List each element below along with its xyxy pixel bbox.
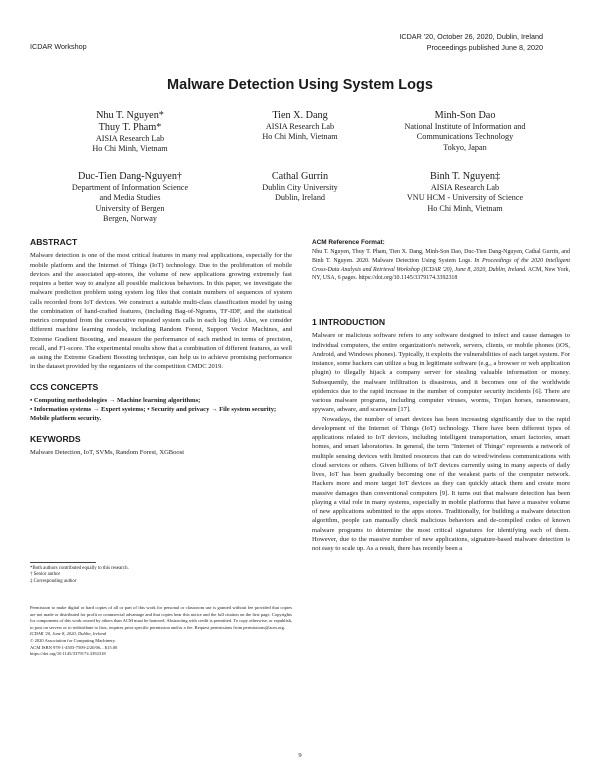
author-block bbox=[375, 110, 555, 153]
location: Tokyo, Japan bbox=[443, 142, 487, 152]
footnote-rule bbox=[30, 562, 96, 563]
footnote: *Both authors contributed equally to this research. bbox=[30, 566, 129, 571]
acm-reference-venue: In Proceedings of the 2020 Intelligent Cross-Data Analysis and Retrieval Workshop (ICDAR '20), June 8, 2020, Dublin, Ireland. bbox=[312, 257, 570, 273]
affiliation: Department of Information Science bbox=[71, 183, 189, 192]
introduction-heading: 1 INTRODUCTION bbox=[312, 317, 386, 328]
ccs-line: • Computing methodologies → Machine learning algorithms; bbox=[30, 396, 201, 404]
paper-title: Malware Detection Using System Logs bbox=[167, 77, 433, 93]
location: Ho Chi Minh, Vietnam bbox=[427, 203, 503, 213]
running-header-right bbox=[399, 31, 543, 53]
ccs-heading: CCS CONCEPTS bbox=[30, 381, 99, 392]
permission-text: Permission to make digital or hard copies of all or part of this work for personal or classroom use is granted without fee provided that copies are not made or distributed for profit or commercial advantage and that copies bear this notice and the full citation on the first page. Copyrights for components of this work owned by others than ACM must be honored. Abstracting with credit is permitted. To copy otherwise, or republish, to post on servers or to redistribute to lists, requires prior specific permission and/or a fee. Request permissions from permissions@acm.org. bbox=[30, 605, 293, 630]
footnotes bbox=[30, 566, 290, 585]
affiliation: VNU HCM - University of Science bbox=[406, 193, 524, 203]
location: Dublin, Ireland bbox=[274, 193, 326, 203]
intro-paragraph: Malware or malicious software refers to any software designed to infect and cause damages to individual computers, the entire organization's network, servers, clients, or mobile phones (iOS, Android, and Windows phones). Typically, it exploits the vulnerabilities of each target system. For instance, some hackers can utilize a bug in legitimate software (e.g., a browser or web application plugin) to illegally hijack a company server for stealing valuable information or money. Subsequently, the malware infiltration is disastrous, and it becomes one of the worldwide epidemics due to the rapid increase in the number of computer security incidents [6]. There are various malware programs, including computer viruses, worms, Trojan horses, ransomware, spyware, adware, and scareware [17]. bbox=[312, 332, 570, 414]
author-name: Minh-Son Dao bbox=[434, 110, 496, 121]
page-number: 9 bbox=[298, 752, 302, 759]
left-column bbox=[30, 238, 292, 457]
author-block bbox=[50, 171, 210, 225]
author-name: Thuy T. Pham* bbox=[98, 122, 162, 133]
author-name: Binh T. Nguyen‡ bbox=[429, 171, 501, 182]
keywords-heading: KEYWORDS bbox=[30, 433, 81, 444]
footnote: ‡ Corresponding author bbox=[30, 578, 77, 584]
location: Bergen, Norway bbox=[103, 214, 157, 224]
abstract-heading: ABSTRACT bbox=[30, 237, 78, 247]
intro-paragraph: Nowadays, the number of smart devices has been increasing significantly due to the rapid development of the Internet of Things (IoT) technology. There have been different types of applications related to IoT devices, including intelligent transportation, smart factories, smart homes, and smart laboratories. In general, the term "Internet of Things" represents a network of multiple sensing devices with limited resources that can do wired/wireless communications with cloud services or others. Given billions of IoT devices currently using in many aspects of daily lives, IoT has been gradually becoming one of the weakest parts of the computer network. Hackers more and more target IoT devices as they can quickly attack them and create more massive damages than conventional computers [9]. It turns out that malware detection has been playing a vital role in many systems, especially in mobile platforms that have a massive volume of new applications submitted to the apps stores. Traditionally, for building a malware detection algorithm, people can manually check malicious behaviors and de-compiled codes of known malware programs to determine the most critical signatures for identifying each of them. However, due to the massive number of new applications, signature-based malware detection is not easy to scale up. As a result, there has recently been a bbox=[312, 415, 570, 553]
ccs-line: • Information systems → Expert systems; • Security and privacy → File system security; Mobile platform security. bbox=[30, 406, 277, 423]
author-block bbox=[235, 110, 365, 143]
acm-reference-heading: ACM Reference Format: bbox=[312, 239, 385, 246]
proceedings-line: Proceedings published June 8, 2020 bbox=[426, 43, 543, 52]
affiliation: University of Bergen bbox=[95, 203, 165, 213]
acm-reference-plain: Nhu T. Nguyen, Thuy T. Pham, Tien X. Dang, Minh-Son Dao, Duc-Tien Dang-Nguyen, Cathal Gurrin, and Binh T. Nguyen. 2020. Malware Detection Using System Logs. bbox=[312, 249, 570, 264]
location: Ho Chi Minh, Vietnam bbox=[92, 144, 168, 154]
right-column bbox=[312, 238, 570, 553]
footnote: † Senior author bbox=[30, 572, 61, 578]
affiliation: AISIA Research Lab bbox=[265, 122, 335, 131]
affiliation: National Institute of Information and bbox=[404, 122, 526, 131]
affiliation: Communications Technology bbox=[416, 132, 514, 142]
author-name: Duc-Tien Dang-Nguyen† bbox=[77, 171, 183, 182]
author-block bbox=[65, 110, 195, 155]
abstract-text: Malware detection is one of the most critical features in many real applications, especially for the mobile platform and the Internet of Things (IoT) technology. Due to the proliferation of mobile devices and the associated app-stores, the volume of new applications growing extremely fast requires a better way to analyze all possible malicious behaviors. In this paper, we investigate the malware prediction problem using system log files that contain numbers of sequences of system calls recorded from IoT devices. We construct a suitable multi-class classification model by using the combination of hand-crafted features, (including Bag-of-Ngrams, TF-IDF, and the statistical metrics computed from the consecutive repeated system calls in each log file). Also, we consider different machine learning models, including Random Forest, Support Vector Machines, and Extreme Gradient Boosting, and measure the performance of each method in terms of precision, recall, and F1-score. The experimental results show that a combination of different features, as well as using the Extreme Gradient Boosting technique, can help us to achieve promising performance in the dataset provided by the organizers of the competition CMDC 2019. bbox=[30, 252, 292, 371]
permission-line: https://doi.org/10.1145/3379174.3392318 bbox=[30, 651, 106, 657]
conference-line: ICDAR '20, October 26, 2020, Dublin, Ireland bbox=[399, 32, 543, 41]
author-name: Nhu T. Nguyen* bbox=[96, 110, 164, 121]
running-header-left: ICDAR Workshop bbox=[30, 42, 87, 51]
author-name: Tien X. Dang bbox=[272, 110, 328, 121]
permission-line: ICDAR '20, June 8, 2020, Dublin, Ireland bbox=[30, 631, 107, 637]
keywords-text: Malware Detection, IoT, SVMs, Random Forest, XGBoost bbox=[30, 448, 185, 456]
permission-line: ACM ISBN 978-1-4503-7509-2/20/06... $15.00 bbox=[30, 644, 118, 650]
acm-reference-text bbox=[312, 248, 570, 283]
author-block bbox=[380, 171, 550, 214]
author-name: Cathal Gurrin bbox=[271, 171, 329, 182]
permission-line: © 2020 Association for Computing Machinery. bbox=[30, 637, 116, 643]
author-block bbox=[235, 171, 365, 204]
affiliation: Dublin City University bbox=[262, 183, 338, 192]
affiliation: AISIA Research Lab bbox=[95, 134, 165, 143]
affiliation: and Media Studies bbox=[99, 193, 161, 203]
affiliation: AISIA Research Lab bbox=[430, 183, 500, 192]
acm-reference-tail: ACM, New York, NY, USA, 6 pages. https://doi.org/10.1145/3379174.3392318 bbox=[312, 266, 570, 282]
location: Ho Chi Minh, Vietnam bbox=[262, 132, 338, 142]
permission-notice bbox=[30, 605, 292, 658]
